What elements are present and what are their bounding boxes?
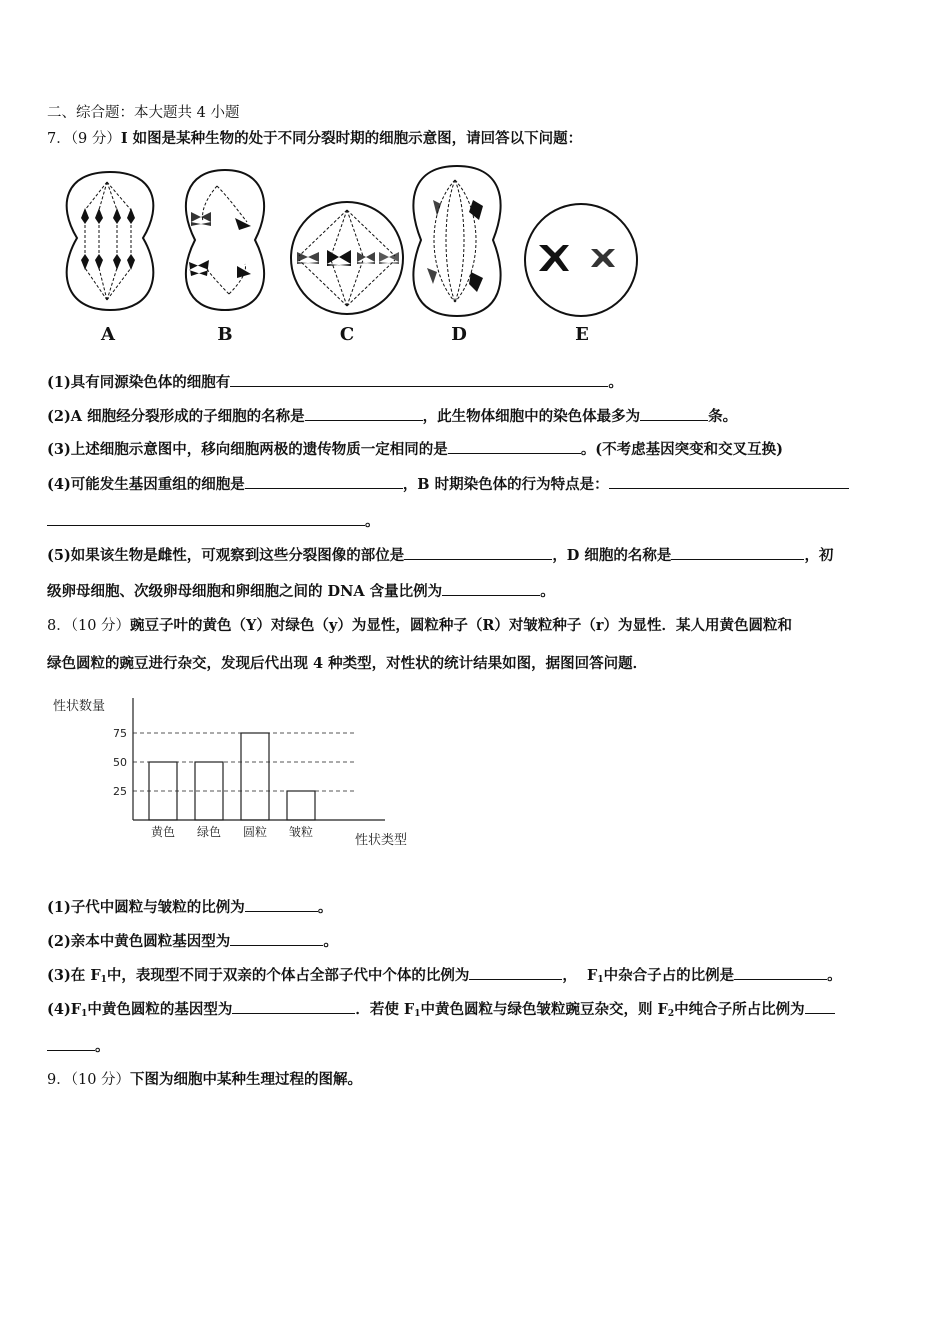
q8-intro-line-1: 8．（10 分）豌豆子叶的黄色（Y）对绿色（y）为显性，圆粒种子（R）对皱粒种子（r）为显性．某人用黄色圆粒和 <box>47 617 793 634</box>
q7-item-3: (3)上述细胞示意图中，移向细胞两极的遗传物质一定相同的是 。(不考虑基因突变和交叉互换) <box>47 438 783 460</box>
cell-d <box>413 166 500 316</box>
figure-label-b: B <box>217 324 233 345</box>
q7-number: 7． <box>47 131 71 147</box>
x-tick-label: 皱粒 <box>288 825 314 839</box>
x-tick-label: 黄色 <box>150 825 176 839</box>
answer-blank[interactable] <box>734 964 827 980</box>
q8-item-3: (3)在 $F_1$中，表现型不同于双亲的个体占全部子代中个体的比例为 ， $F_1$中杂合子占的比例是 。 <box>47 964 842 990</box>
cell-a <box>67 172 154 310</box>
answer-blank[interactable] <box>469 964 562 980</box>
q8-item-1: (1)子代中圆粒与皱粒的比例为 。 <box>47 896 332 918</box>
figure-label-e: E <box>575 324 589 345</box>
answer-blank[interactable] <box>805 998 835 1014</box>
answer-blank[interactable] <box>671 544 804 560</box>
answer-blank[interactable] <box>230 930 323 946</box>
answer-blank[interactable] <box>232 998 355 1014</box>
bar-圆粒 <box>241 733 269 820</box>
answer-blank[interactable] <box>245 473 403 489</box>
y-axis-label: 性状数量 <box>53 699 106 714</box>
q7-intro: I 如图是某种生物的处于不同分裂时期的细胞示意图，请回答以下问题： <box>120 130 583 147</box>
trait-bar-chart <box>45 690 425 860</box>
cell-e <box>525 204 637 316</box>
q7-item-4-cont: 。 <box>47 510 380 532</box>
y-tick-label: 75 <box>113 727 127 740</box>
q8-intro-line-2: 绿色圆粒的豌豆进行杂交，发现后代出现 4 种类型，对性状的统计结果如图，据图回答问题． <box>47 655 648 672</box>
y-tick-label: 50 <box>113 756 127 769</box>
q7-item-2: (2)A 细胞经分裂形成的子细胞的名称是 ，此生物体细胞中的染色体最多为 条。 <box>47 405 737 427</box>
q9-number: 9． <box>47 1072 71 1088</box>
figure-label-a: A <box>101 324 115 345</box>
q8-item-4-cont: 。 <box>47 1035 110 1057</box>
answer-blank[interactable] <box>230 371 608 387</box>
x-tick-label: 绿色 <box>196 825 222 839</box>
answer-blank[interactable] <box>609 473 849 489</box>
answer-blank[interactable] <box>442 580 540 596</box>
q7-item-5-cont: 级卵母细胞、次级卵母细胞和卵细胞之间的 DNA 含量比例为 。 <box>47 580 555 602</box>
answer-blank[interactable] <box>404 544 552 560</box>
q8-item-2: (2)亲本中黄色圆粒基因型为 。 <box>47 930 338 952</box>
x-axis-label: 性状类型 <box>355 833 408 848</box>
q8-score: （10 分） <box>70 618 131 634</box>
cell-b <box>186 170 264 310</box>
answer-blank[interactable] <box>305 405 423 421</box>
y-tick-label: 25 <box>113 785 127 798</box>
q7-score: （9 分） <box>70 131 121 147</box>
q7-item-4: (4)可能发生基因重组的细胞是 ，B 时期染色体的行为特点是： <box>47 473 849 495</box>
q7-intro-line <box>47 129 582 149</box>
cell-c <box>291 202 403 314</box>
q8-number: 8． <box>47 618 71 634</box>
answer-blank[interactable] <box>47 510 365 526</box>
bar-皱粒 <box>287 791 315 820</box>
answer-blank[interactable] <box>640 405 708 421</box>
figure-label-d: D <box>451 324 467 345</box>
q7-item-5: (5)如果该生物是雌性，可观察到这些分裂图像的部位是 ，D 细胞的名称是 ，初 <box>47 544 833 566</box>
q7-item-1: (1)具有同源染色体的细胞有 。 <box>47 371 623 393</box>
figure-label-c: C <box>339 324 355 345</box>
answer-blank[interactable] <box>245 896 318 912</box>
section-title: 二、综合题：本大题共 4 小题 <box>47 105 240 121</box>
answer-blank[interactable] <box>448 438 581 454</box>
cell-division-figure <box>55 160 645 350</box>
x-tick-label: 圆粒 <box>242 825 268 839</box>
q9-score: （10 分） <box>70 1072 131 1088</box>
answer-blank[interactable] <box>47 1035 95 1051</box>
q8-item-4: $(4)F_1$中黄色圆粒的基因型为 ．若使 $F_1$中黄色圆粒与绿色皱粒豌豆杂交，则 $F_2$中纯合子所占比例为 <box>47 998 835 1024</box>
q9-intro-line: 9．（10 分）下图为细胞中某种生理过程的图解。 <box>47 1071 363 1088</box>
